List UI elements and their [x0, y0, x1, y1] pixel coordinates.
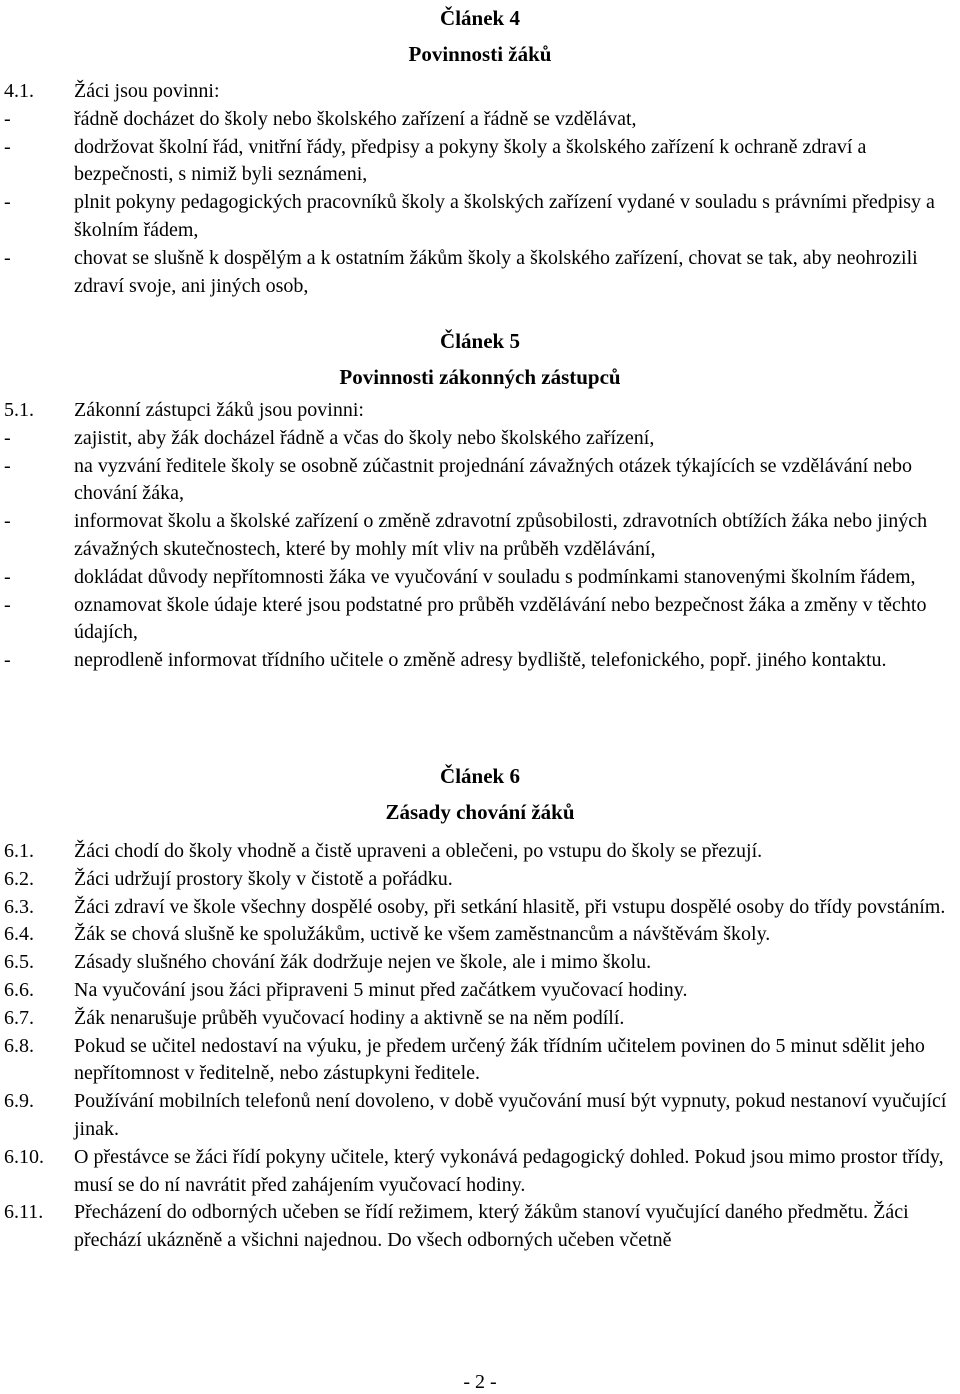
rule-text: Žáci chodí do školy vhodně a čistě upraveni a oblečeni, po vstupu do školy se přezují. [74, 840, 763, 862]
list-item [0, 647, 960, 675]
rule-number: 6.2. [4, 867, 34, 890]
article-5-body [0, 397, 960, 675]
rule-text: Žáci zdraví ve škole všechny dospělé osoby, při setkání hlasitě, při vstupu dospělé osoby do třídy povstáním. [74, 895, 946, 918]
rule-item [0, 1088, 960, 1144]
rule-text: Používání mobilních telefonů není dovoleno, v době vyučování musí být vypnuty, pokud nestanoví vyučující jinak. [74, 1090, 947, 1140]
list-item-text: oznamovat škole údaje které jsou podstatné pro průběh vzdělávání nebo bezpečnost žáka a změny v těchto údajích, [74, 593, 927, 644]
rule-text: Přecházení do odborných učeben se řídí režimem, který žákům stanoví vyučující daného předmětu. Žáci přechází ukázněně a všichni najednou. Do všech odborných učeben včetně [74, 1201, 909, 1252]
article-5-title: Článek 5 [440, 329, 520, 353]
article-4 [0, 0, 960, 72]
rule-number: 6.10. [4, 1145, 44, 1168]
rule-item [0, 1005, 960, 1033]
list-item [0, 106, 960, 134]
clause-number: 4.1. [4, 80, 34, 102]
rule-item [0, 838, 960, 866]
list-item-text: na vyzvání ředitele školy se osobně zúčastnit projednání závažných otázek týkajících se vzdělávání nebo chování žáka, [74, 454, 913, 505]
rule-number: 6.7. [4, 1006, 34, 1029]
page-number: - 2 - [463, 1371, 497, 1393]
list-item-text: dodržovat školní řád, vnitřní řády, předpisy a pokyny školy a školského zařízení k ochraně zdraví a bezpečnosti, s nimiž byli seznámeni, [74, 135, 867, 186]
list-item [0, 245, 960, 301]
dash-bullet: - [4, 191, 11, 214]
rule-number: 6.9. [4, 1090, 34, 1113]
list-item-text: dokládat důvody nepřítomnosti žáka ve vyučování v souladu s podmínkami stanovenými školním řádem, [74, 565, 916, 588]
dash-bullet: - [4, 593, 11, 616]
article-6-body [0, 838, 960, 1255]
list-item-text: plnit pokyny pedagogických pracovníků školy a školských zařízení vydané v souladu s právními předpisy a školním řádem, [74, 191, 935, 241]
list-item [0, 189, 960, 245]
article-6-title: Článek 6 [440, 764, 520, 788]
clause-number: 5.1. [4, 399, 34, 421]
list-item [0, 134, 960, 190]
article-4-subtitle: Povinnosti žáků [408, 42, 552, 66]
rule-item [0, 1199, 960, 1255]
rule-number: 6.1. [4, 840, 34, 862]
dash-bullet: - [4, 107, 11, 130]
article-4-title: Článek 4 [440, 6, 520, 30]
dash-bullet: - [4, 565, 11, 588]
rule-item [0, 894, 960, 922]
dash-bullet: - [4, 510, 11, 533]
dash-bullet: - [4, 454, 11, 477]
rule-item [0, 866, 960, 894]
article-6 [0, 758, 960, 830]
list-item [0, 592, 960, 648]
rule-item [0, 949, 960, 977]
dash-bullet: - [4, 246, 11, 269]
rule-item [0, 1144, 960, 1200]
rule-number: 6.5. [4, 951, 34, 974]
rule-text: O přestávce se žáci řídí pokyny učitele, který vykonává pedagogický dohled. Pokud jsou mimo prostor třídy, musí se do ní navrátit před zahájením vyučovací hodiny. [74, 1145, 944, 1196]
dash-bullet: - [4, 649, 11, 672]
rule-item [0, 921, 960, 949]
rule-item [0, 977, 960, 1005]
rule-text: Zásady slušného chování žák dodržuje nejen ve škole, ale i mimo školu. [74, 951, 652, 974]
rule-number: 6.3. [4, 895, 34, 918]
article-5 [0, 323, 960, 395]
rule-number: 6.6. [4, 978, 34, 1001]
list-item-text: řádně docházet do školy nebo školského zařízení a řádně se vzdělávat, [74, 107, 637, 130]
article-5-subtitle: Povinnosti zákonných zástupců [339, 365, 621, 389]
list-item [0, 564, 960, 592]
dash-bullet: - [4, 135, 11, 158]
rule-text: Žáci udržují prostory školy v čistotě a pořádku. [74, 867, 453, 890]
list-item-text: zajistit, aby žák docházel řádně a včas do školy nebo školského zařízení, [74, 426, 655, 449]
list-item [0, 508, 960, 564]
rule-number: 6.4. [4, 923, 34, 946]
rule-text: Žák se chová slušně ke spolužákům, uctivě ke všem zaměstnancům a návštěvám školy. [74, 923, 771, 946]
rule-text: Na vyučování jsou žáci připraveni 5 minut před začátkem vyučovací hodiny. [74, 978, 688, 1001]
rule-number: 6.8. [4, 1034, 34, 1057]
article-4-intro [0, 78, 960, 106]
rule-item [0, 1033, 960, 1089]
rule-number: 6.11. [4, 1201, 44, 1224]
list-item-text: informovat školu a školské zařízení o změně zdravotní způsobilosti, zdravotních obtížích žáka nebo jiných závažných skutečnostech, které by mohly mít vliv na průběh vzdělávání, [74, 510, 928, 560]
clause-text: Žáci jsou povinni: [74, 80, 220, 102]
rule-text: Pokud se učitel nedostaví na výuku, je předem určený žák třídním učitelem povinen do 5 minut sdělit jeho nepřítomnost v ředitelně, nebo zástupkyni ředitele. [74, 1034, 925, 1085]
article-5-intro [0, 397, 960, 425]
list-item-text: neprodleně informovat třídního učitele o změně adresy bydliště, telefonického, popř. jiného kontaktu. [74, 649, 887, 672]
list-item-text: chovat se slušně k dospělým a k ostatním žákům školy a školského zařízení, chovat se tak, aby neohrozili zdraví svoje, ani jiných osob, [74, 246, 918, 297]
clause-text: Zákonní zástupci žáků jsou povinni: [74, 399, 364, 421]
list-item [0, 425, 960, 453]
dash-bullet: - [4, 426, 11, 449]
rule-text: Žák nenarušuje průběh vyučovací hodiny a aktivně se na něm podílí. [74, 1006, 625, 1029]
article-6-subtitle: Zásady chování žáků [385, 800, 575, 824]
article-4-body [0, 78, 960, 300]
list-item [0, 453, 960, 509]
